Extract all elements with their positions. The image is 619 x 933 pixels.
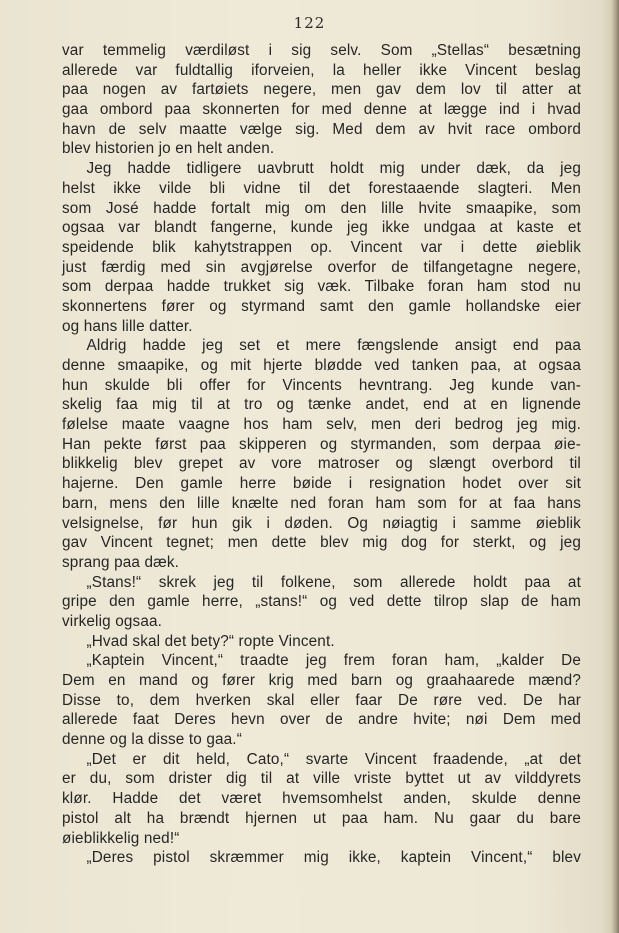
text-line: gripe den gamle herre, „stans!“ og ved dette tilrop slap de ham [62,593,581,611]
text-line: skelig faa mig til at tro og tænke andet, end at en lignende [62,396,581,414]
text-line: helst ikke vilde bli vidne til det forestaaende slagteri. Men [62,179,581,197]
text-line: sprang paa dæk. [62,553,180,571]
text-line: følelse maate vaagne hos ham selv, men deri bedrog jeg mig. [62,416,581,434]
text-line: denne og la disse to gaa.“ [62,731,242,749]
text-line: „Det er dit held, Cato,“ svarte Vincent fraadende, „at det [86,750,581,768]
text-line: speidende blik kahytstrappen op. Vincent var i dette øieblik [62,238,581,256]
text-line: klør. Hadde det været hvemsomhelst anden, skulde denne [62,790,581,808]
text-line: allerede var fuldtallig iforveien, la heller ikke Vincent beslag [62,61,581,79]
text-line: pistol alt ha brændt hjernen ut paa ham. Nu gaar du bare [62,809,581,827]
text-line: Disse to, dem hverken skal eller faar De røre ved. De har [62,691,581,709]
text-line: blikkelig blev grepet av vore matroser og slængt overbord til [62,455,581,473]
text-line: virkelig ogsaa. [62,612,163,630]
text-line: Jeg hadde tidligere uavbrutt holdt mig under dæk, da jeg [86,160,581,178]
text-line: just færdig med sin avgjørelse overfor de tilfangetagne negere, [62,258,581,276]
text-line: havn de selv maatte vælge sig. Med dem av hvit race ombord [62,120,581,138]
text-line: hun skulde bli offer for Vincents hevntrang. Jeg kunde van- [62,376,581,394]
text-line: denne smaapike, og mit hjerte blødde ved tanken paa, at ogsaa [62,357,581,374]
text-line: hajerne. Den gamle herre bøide i resignation hodet over sit [62,475,581,493]
text-line: Han pekte først paa skipperen og styrmanden, som derpaa øie- [62,435,581,453]
text-line: som derpaa hadde trukket sig væk. Tilbake foran ham stod nu [62,278,581,296]
text-line: paa nogen av fartøiets negere, men gav dem lov til atter at [62,81,581,99]
page-number: 122 [293,14,326,32]
text-line: „Deres pistol skræmmer mig ikke, kaptein Vincent,“ blev [86,849,581,867]
body-text [62,41,581,868]
text-line: gav Vincent tegnet; men dette blev mig dog for sterkt, og jeg [62,534,581,552]
text-line: var temmelig værdiløst i sig selv. Som „Stellas“ besætning [62,42,581,59]
text-line: Aldrig hadde jeg set et mere fængslende ansigt end paa [86,337,581,355]
text-line: barn, mens den lille knælte ned foran ham som for at faa hans [62,494,581,512]
text-line: øieblikkelig ned!“ [62,829,180,847]
text-line: „Kaptein Vincent,“ traadte jeg frem foran ham, „kalder De [86,652,581,670]
text-line: skonnertens fører og styrmand samt den gamle hollandske eier [62,297,581,315]
text-line: velsignelse, før hun gik i døden. Og nøiagtig i samme øieblik [62,514,581,532]
text-line: er du, som drister dig til at ville vriste byttet ut av vilddyrets [62,770,581,788]
text-line: „Hvad skal det bety?“ ropte Vincent. [86,632,335,650]
text-line: gaa ombord paa skonnerten for med denne at lægge ind i hvad [62,101,581,119]
text-line: „Stans!“ skrek jeg til folkene, som allerede holdt paa at [86,573,581,591]
text-line: Dem en mand og fører krig med barn og graahaarede mænd? [62,672,581,689]
text-line: blev historien jo en helt anden. [62,140,275,158]
page-edge-shadow [611,0,619,933]
text-line: som José hadde fortalt mig om den lille hvite smaapike, som [62,199,581,217]
text-line: ogsaa var blandt fangerne, kunde jeg ikke undgaa at kaste et [62,219,581,237]
text-line: allerede faat Deres hevn over de andre hvite; nøi Dem med [62,711,581,729]
text-line: og hans lille datter. [62,317,193,335]
